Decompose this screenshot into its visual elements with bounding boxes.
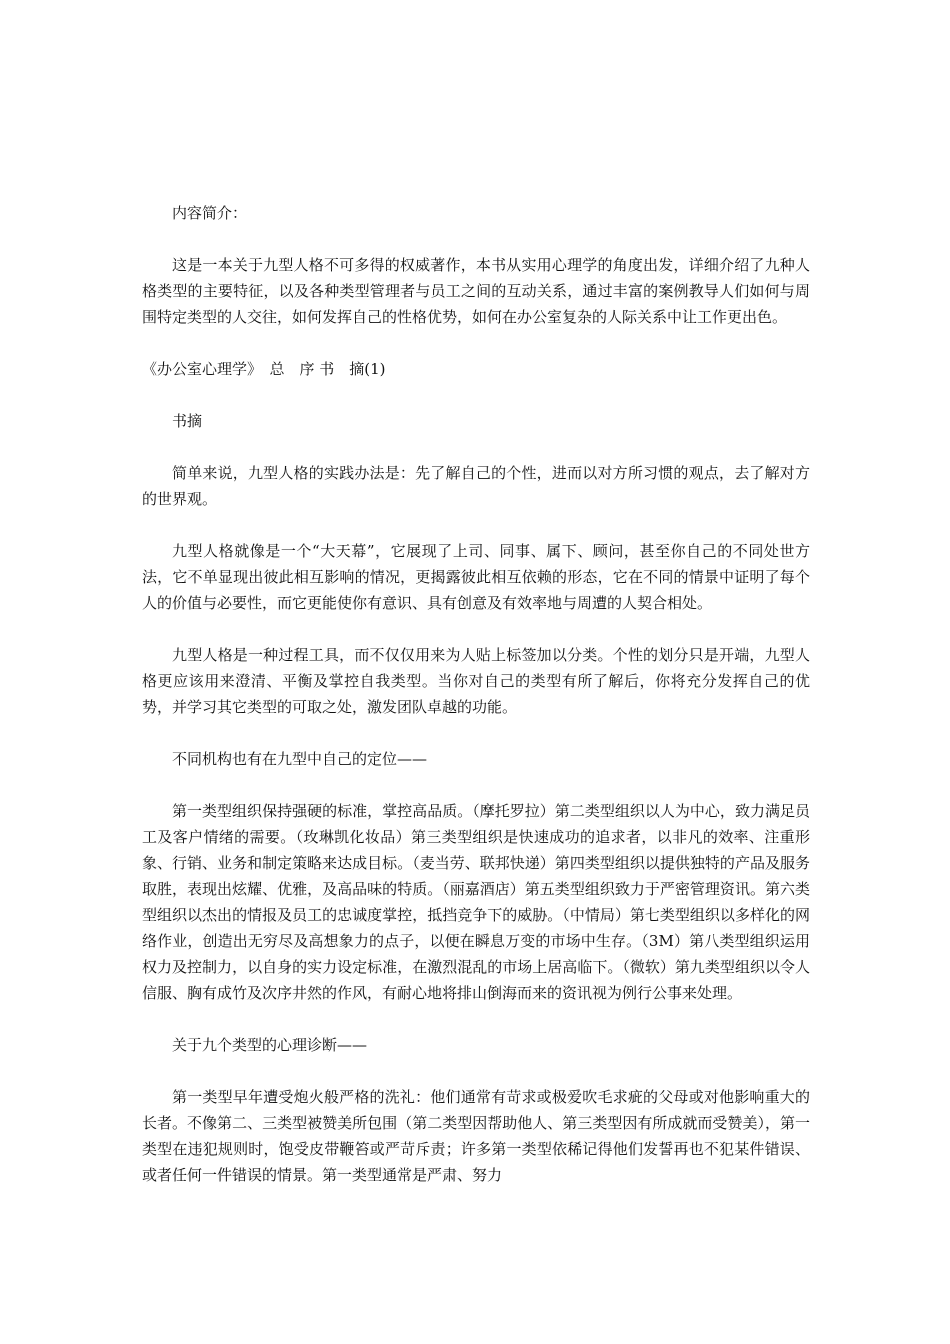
- paragraph-canopy: 九型人格就像是一个“大天幕”，它展现了上司、同事、属下、顾问，甚至你自己的不同处世方法，它不单显现出彼此相互影响的情况，更揭露彼此相互依赖的形态，它在不同的情景中证明了每个人的价值与必要性，而它更能使你有意识、具有创意及有效率地与周遭的人契合相处。: [142, 542, 810, 612]
- paragraph-type-one: 第一类型早年遭受炮火般严格的洗礼：他们通常有苛求或极爱吹毛求疵的父母或对他影响重大的长者。不像第二、三类型被赞美所包围（第二类型因帮助他人、第三类型因有所成就而受赞美），第一类型在违犯规则时，饱受皮带鞭笞或严苛斥责；许多第一类型依稀记得他们发誓再也不犯某件错误、或者任何一件错误的情景。第一类型通常是严肃、努力: [142, 1088, 810, 1184]
- spacer: [142, 1006, 810, 1032]
- paragraph-organization-intro: 不同机构也有在九型中自己的定位——: [172, 750, 428, 768]
- spacer: [142, 434, 810, 460]
- spacer: [142, 512, 810, 538]
- excerpt-heading: 书摘: [172, 412, 203, 430]
- spacer: [142, 226, 810, 252]
- spacer: [142, 772, 810, 798]
- section-title: 《办公室心理学》 总 序 书 摘(1): [142, 360, 386, 378]
- document-page: [142, 200, 810, 1188]
- paragraph-organization-types: 第一类型组织保持强硬的标准，掌控高品质。（摩托罗拉）第二类型组织以人为中心，致力满足员工及客户情绪的需要。（玫琳凯化妆品）第三类型组织是快速成功的追求者，以非凡的效率、注重形象、行销、业务和制定策略来达成目标。（麦当劳、联邦快递）第四类型组织以提供独特的产品及服务取胜，表现出炫耀、优雅，及高品味的特质。（丽嘉酒店）第五类型组织致力于严密管理资讯。第六类型组织以杰出的情报及员工的忠诚度掌控，抵挡竞争下的威胁。（中情局）第七类型组织以多样化的网络作业，创造出无穷尽及高想象力的点子，以便在瞬息万变的市场中生存。（3M）第八类型组织运用权力及控制力，以自身的实力设定标准，在激烈混乱的市场上居高临下。（微软）第九类型组织以令人信服、胸有成竹及次序井然的作风，有耐心地将排山倒海而来的资讯视为例行公事来处理。: [142, 802, 810, 1002]
- spacer: [142, 1058, 810, 1084]
- intro-paragraph: 这是一本关于九型人格不可多得的权威著作，本书从实用心理学的角度出发，详细介绍了九种人格类型的主要特征，以及各种类型管理者与员工之间的互动关系，通过丰富的案例教导人们如何与周围特定类型的人交往，如何发挥自己的性格优势，如何在办公室复杂的人际关系中让工作更出色。: [142, 256, 810, 326]
- paragraph-process-tool: 九型人格是一种过程工具，而不仅仅用来为人贴上标签加以分类。个性的划分只是开端，九型人格更应该用来澄清、平衡及掌控自我类型。当你对自己的类型有所了解后，你将充分发挥自己的优势，并学习其它类型的可取之处，激发团队卓越的功能。: [142, 646, 810, 716]
- spacer: [142, 330, 810, 356]
- paragraph-practice: 简单来说，九型人格的实践办法是：先了解自己的个性，进而以对方所习惯的观点，去了解对方的世界观。: [142, 464, 810, 508]
- paragraph-diagnosis-intro: 关于九个类型的心理诊断——: [172, 1036, 368, 1054]
- intro-heading: 内容简介：: [172, 204, 248, 222]
- spacer: [142, 616, 810, 642]
- spacer: [142, 382, 810, 408]
- spacer: [142, 720, 810, 746]
